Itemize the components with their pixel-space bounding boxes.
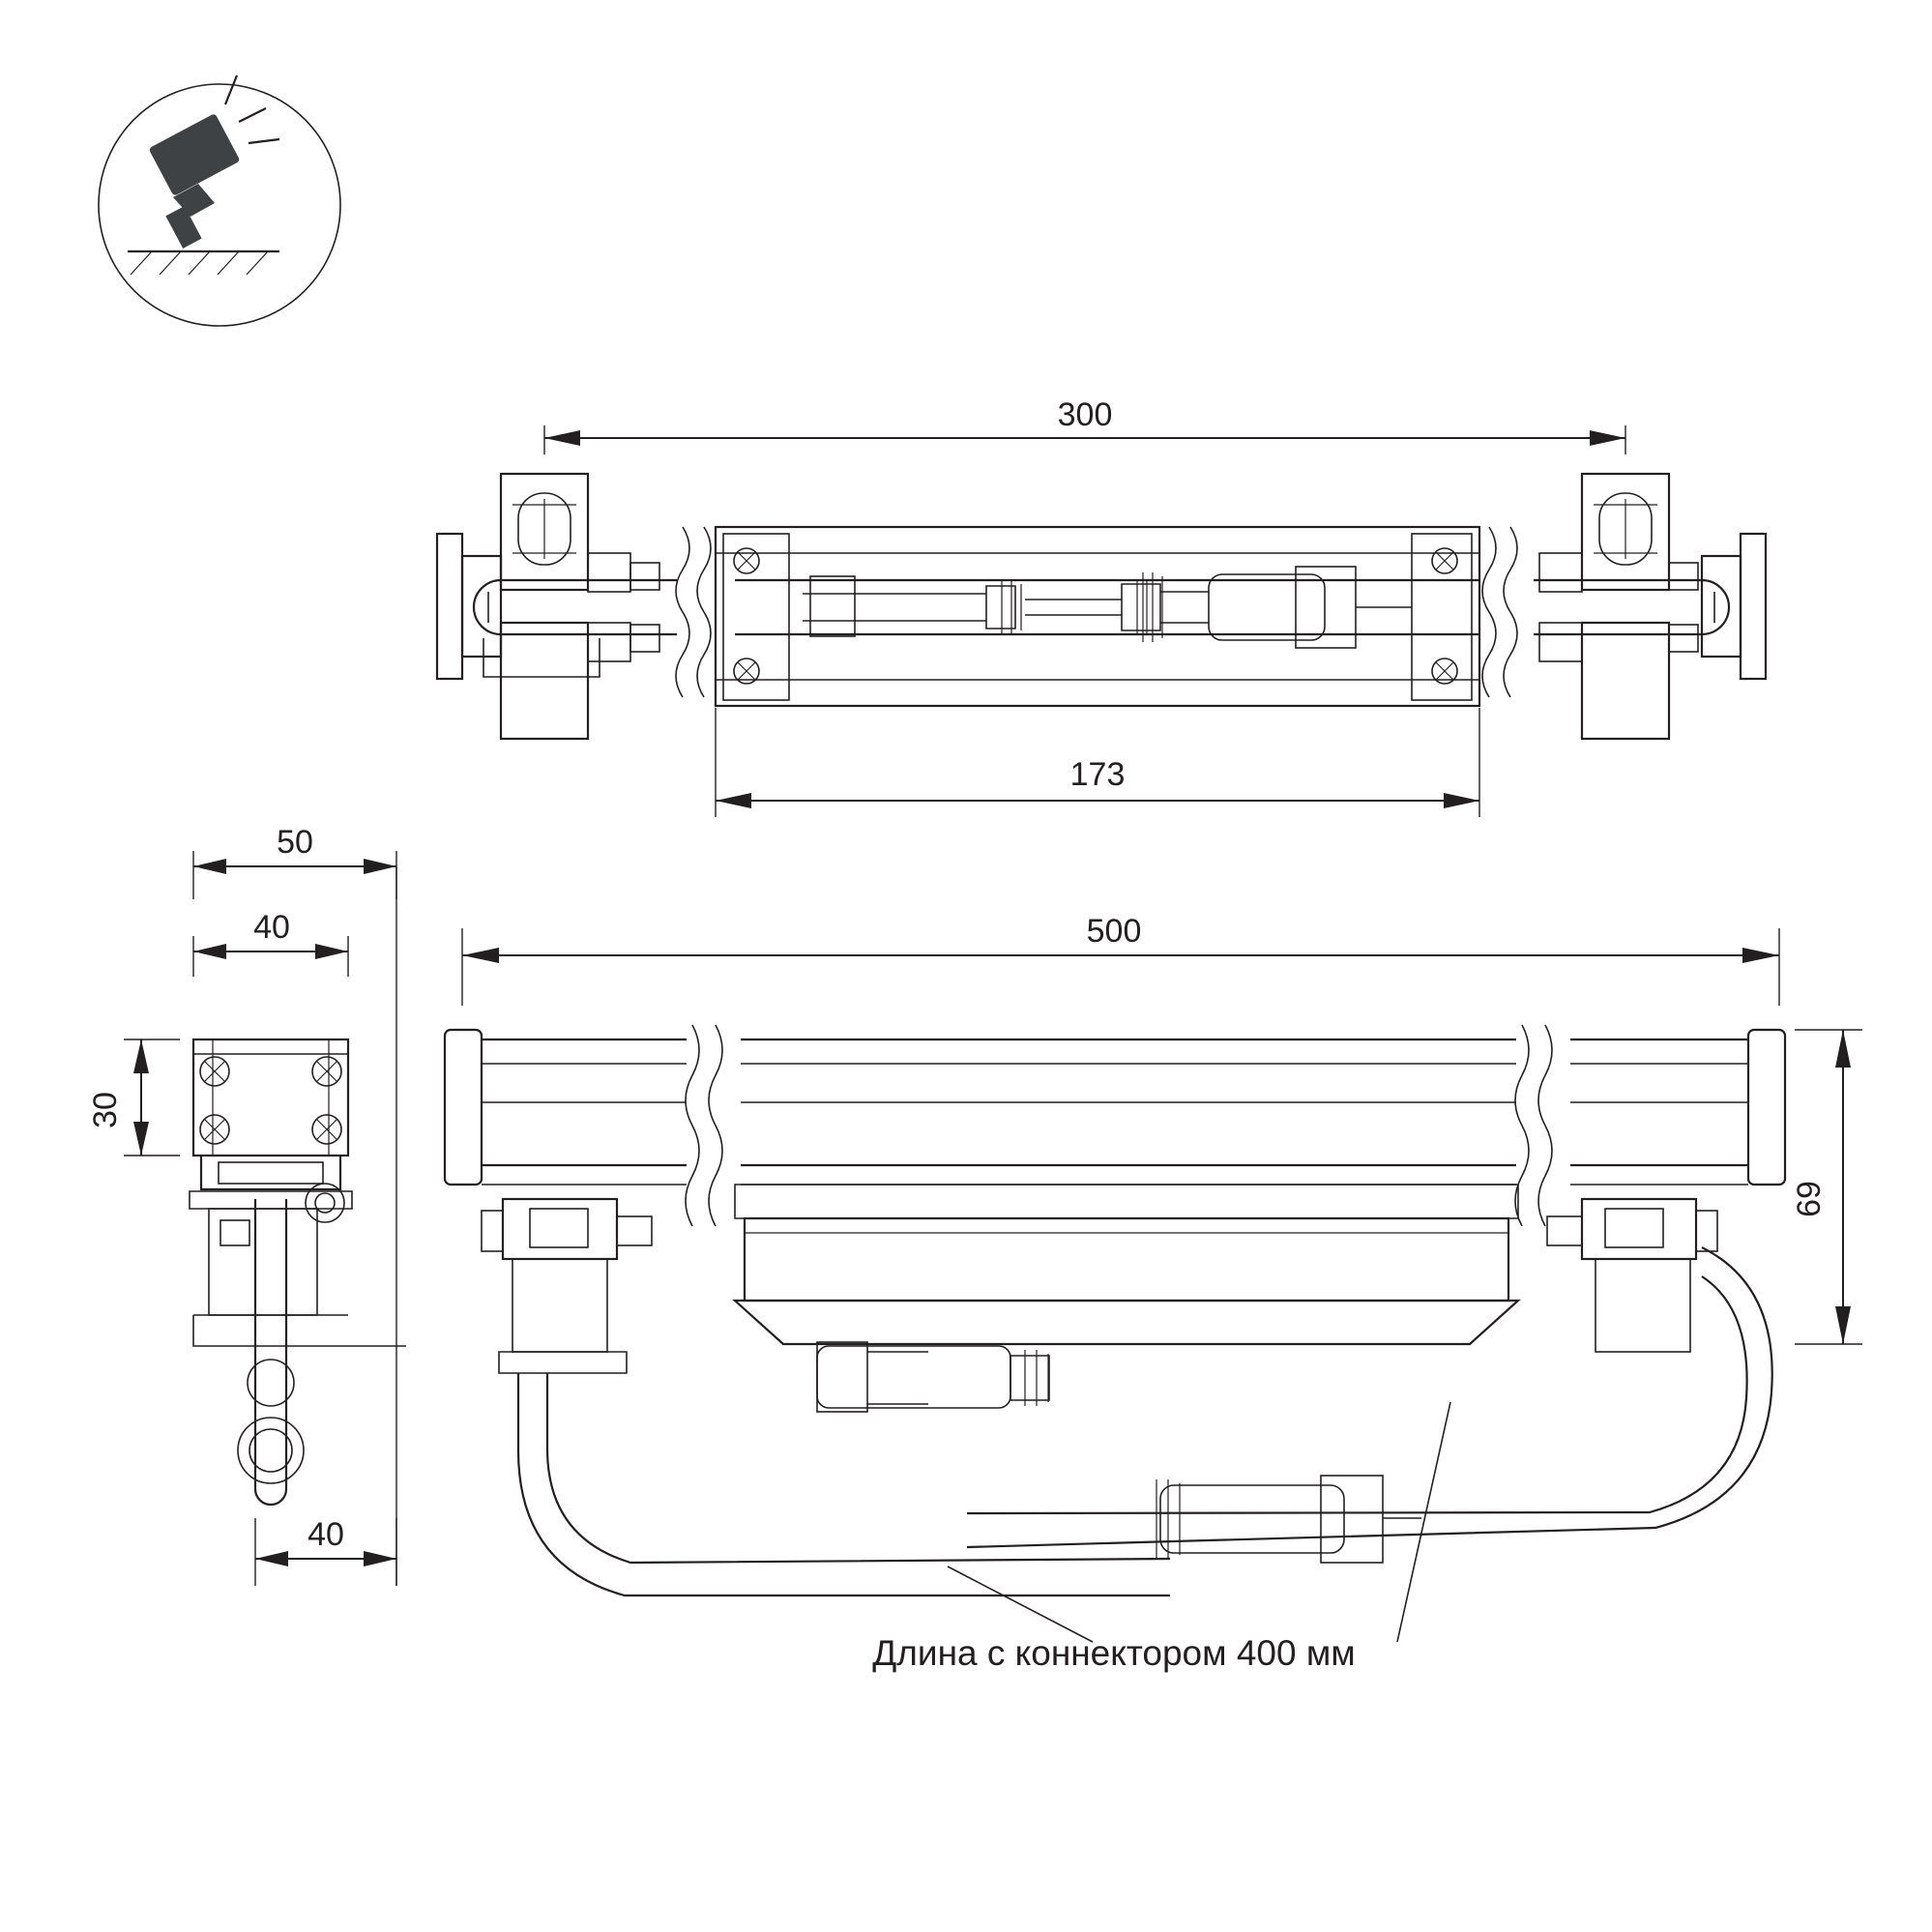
dim-500-label: 500	[1086, 913, 1142, 950]
dim-30-label: 30	[87, 1092, 124, 1128]
dim-69-label: 69	[1791, 1181, 1828, 1217]
side-view-assembly	[87, 824, 406, 1586]
dim-50-label: 50	[277, 824, 313, 861]
dim-40-upper-label: 40	[253, 909, 290, 946]
dim-173-label: 173	[1069, 756, 1126, 793]
dim-40-lower-label: 40	[307, 1516, 344, 1553]
connector-length-note: Длина с коннектором 400 мм	[872, 1633, 1356, 1673]
spotlight-ground-icon	[99, 75, 340, 326]
dim-300-label: 300	[1057, 396, 1113, 433]
top-view-assembly	[437, 396, 1766, 817]
front-view-assembly	[445, 913, 1862, 1642]
